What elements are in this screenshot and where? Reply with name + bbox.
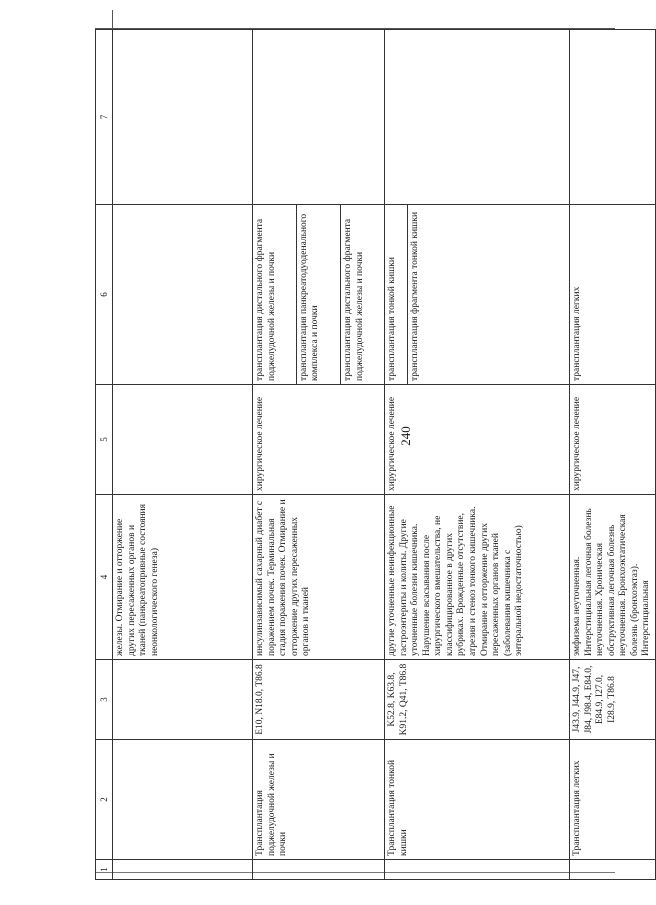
header-cell: 6 bbox=[96, 205, 113, 385]
method-item: трансплантация панкреатодуоденального комплекса и почки bbox=[296, 205, 340, 384]
row-number-cell bbox=[570, 860, 656, 880]
diagnosis-cell: железы. Отмирание и отторжение других пересаженных органов и тканей (панкреатопривные состояния неонкологического генеза) bbox=[113, 495, 253, 660]
extra-cell bbox=[253, 30, 385, 205]
procedure-name-cell: Трансплантация легких bbox=[570, 740, 656, 860]
treatment-type-cell: хирургическое лечение bbox=[570, 385, 656, 495]
header-row bbox=[96, 30, 113, 880]
rotated-table-sheet bbox=[95, 30, 652, 880]
table-row bbox=[253, 30, 385, 880]
header-cell: 1 bbox=[96, 860, 113, 880]
method-item: трансплантация дистального фрагмента поджелудочной железы и почки bbox=[253, 205, 296, 384]
procedure-name-cell: Трансплантация поджелудочной железы и почки bbox=[253, 740, 385, 860]
method-cell: трансплантация легких bbox=[570, 205, 656, 385]
table-row bbox=[570, 30, 656, 880]
icd-codes-cell bbox=[113, 660, 253, 740]
treatment-type-cell: хирургическое лечение bbox=[385, 385, 570, 495]
table-row bbox=[113, 30, 253, 880]
row-number-cell bbox=[385, 860, 570, 880]
method-cell bbox=[253, 205, 385, 385]
header-cell: 7 bbox=[96, 30, 113, 205]
table-row bbox=[385, 30, 570, 880]
method-cell bbox=[385, 205, 570, 385]
treatment-type-cell: хирургическое лечение bbox=[253, 385, 385, 495]
method-cell bbox=[113, 205, 253, 385]
diagnosis-cell: инсулинзависимый сахарный диабет с поражением почек. Терминальная стадия поражения почек. Отмирание и отторжение других пересаженных органов и тканей bbox=[253, 495, 385, 660]
extra-cell bbox=[113, 30, 253, 205]
method-item: трансплантация фрагмента тонкой кишки bbox=[409, 211, 420, 381]
header-cell: 4 bbox=[96, 495, 113, 660]
header-cell: 2 bbox=[96, 740, 113, 860]
diagnosis-cell: другие уточненные неинфекционные гастроэнтериты и колиты. Другие уточненные болезни кишечника. Нарушение всасывания после хирургического вмешательства, не классифицированное в других рубриках. Врожденные отсутствие, атрезия и стеноз тонкого кишечника. Отмирание и отторжение других пересаженных органов тканей (заболевания кишечника с энтеральной недостаточностью) bbox=[385, 495, 570, 660]
page-number: 240 bbox=[397, 426, 413, 446]
header-cell: 5 bbox=[96, 385, 113, 495]
extra-cell bbox=[570, 30, 656, 205]
method-subtable bbox=[385, 205, 569, 384]
icd-codes-cell: J43.9, J44.9, J47, J84, J98.4, E84.0, E84.9, I27.0, I28.9, T86.8 bbox=[570, 660, 656, 740]
header-cell: 3 bbox=[96, 660, 113, 740]
diagnosis-cell: эмфизема неуточненная. Интерстициальная легочная болезнь неуточненная. Хроническая обструктивная легочная болезнь неуточненная. Бронхоэктатическая болезнь (бронхоэктаз). Интерстициальная bbox=[570, 495, 656, 660]
extra-cell bbox=[385, 30, 570, 205]
row-number-cell bbox=[113, 860, 253, 880]
treatment-type-cell bbox=[113, 385, 253, 495]
method-item: трансплантация дистального фрагмента поджелудочной железы и почки bbox=[343, 218, 365, 381]
icd-codes-cell: E10, N18.0, T86.8 bbox=[253, 660, 385, 740]
procedures-table bbox=[95, 29, 656, 880]
method-item: трансплантация тонкой кишки bbox=[385, 205, 407, 384]
method-subtable bbox=[253, 205, 384, 384]
procedure-name-cell: Трансплантация тонкой кишки bbox=[385, 740, 570, 860]
icd-codes-cell: K52.8, K63.8, K91.2, Q41, T86.8 bbox=[385, 660, 570, 740]
procedure-name-cell bbox=[113, 740, 253, 860]
row-number-cell bbox=[253, 860, 385, 880]
